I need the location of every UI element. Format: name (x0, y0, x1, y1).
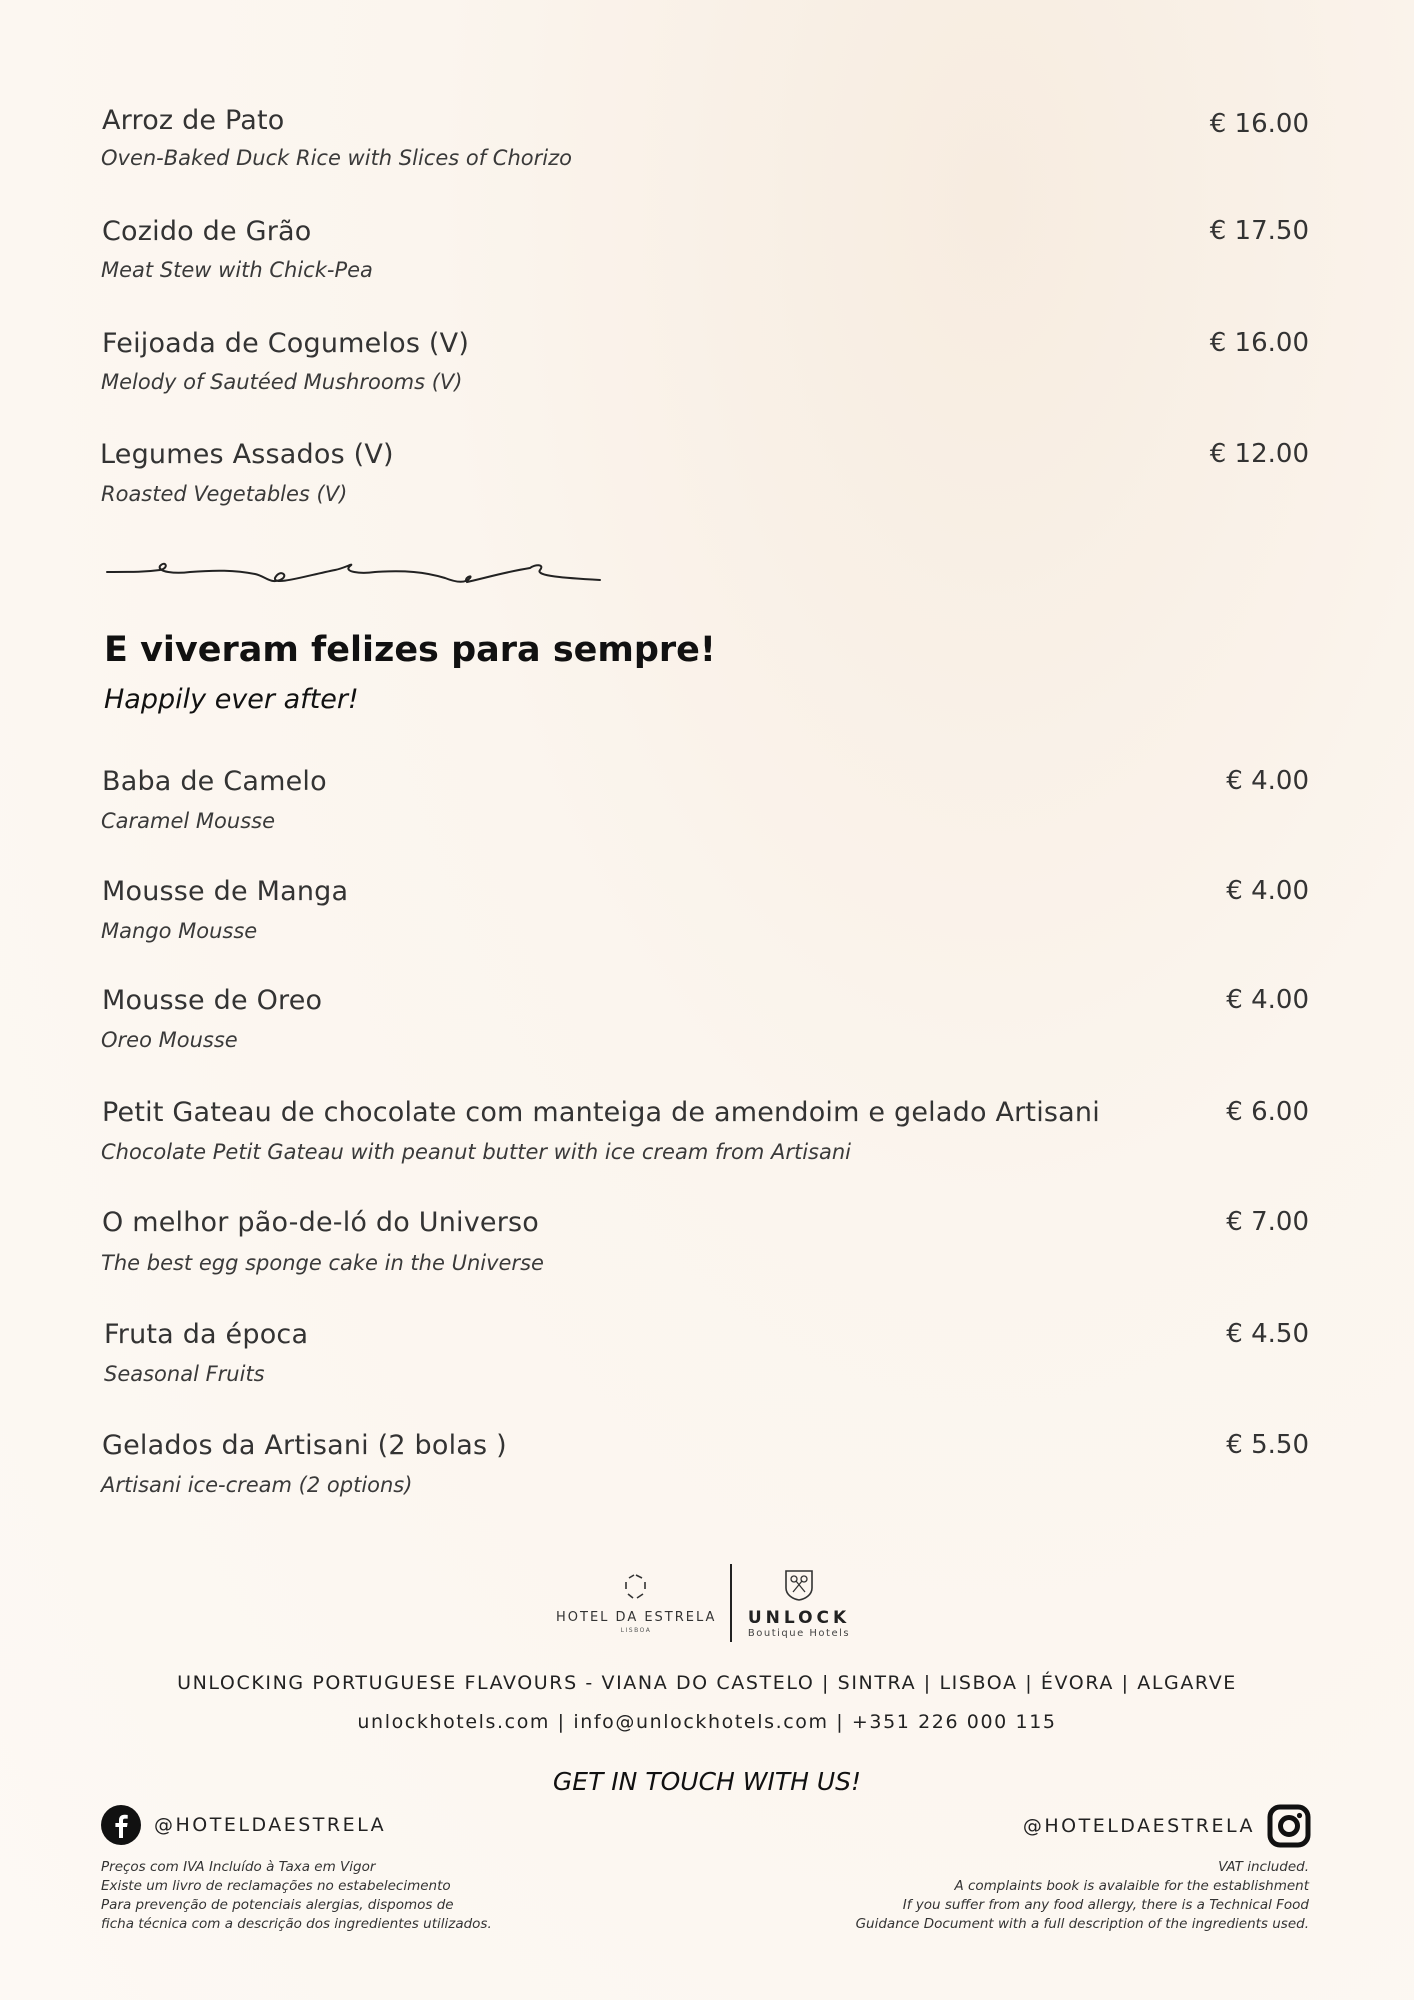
instagram-icon[interactable] (1267, 1804, 1311, 1848)
dish-description: Meat Stew with Chick-Pea (101, 258, 373, 282)
flourish-divider (105, 550, 605, 594)
dish-name: Baba de Camelo (102, 766, 327, 797)
dish-price: € 12.00 (1209, 439, 1309, 469)
instagram-link[interactable] (1023, 1804, 1311, 1848)
legal-notice-en (856, 1858, 1309, 1934)
dish-name: Arroz de Pato (102, 105, 285, 136)
dish-name: O melhor pão-de-ló do Universo (102, 1207, 539, 1238)
footer-contact[interactable]: unlockhotels.com | info@unlockhotels.com | +351 226 000 115 (357, 1711, 1057, 1733)
dish-name: Petit Gateau de chocolate com manteiga de amendoim e gelado Artisani (102, 1097, 1100, 1128)
hotel-da-estrela-logo (556, 1572, 716, 1634)
dish-description: The best egg sponge cake in the Universe (101, 1251, 544, 1275)
unlock-logo (744, 1568, 854, 1639)
facebook-handle[interactable]: @HOTELDAESTRELA (154, 1814, 387, 1836)
facebook-icon[interactable] (100, 1804, 142, 1846)
hotel-logos (556, 1562, 856, 1642)
dish-price: € 16.00 (1209, 109, 1309, 139)
dish-description: Mango Mousse (101, 919, 258, 943)
dish-description: Roasted Vegetables (V) (101, 482, 348, 506)
dish-description: Artisani ice-cream (2 options) (101, 1473, 413, 1497)
dish-description: Oven-Baked Duck Rice with Slices of Chorizo (101, 146, 572, 170)
dish-price: € 5.50 (1226, 1430, 1309, 1460)
facebook-link[interactable] (100, 1804, 386, 1846)
dish-price: € 17.50 (1209, 216, 1309, 246)
brand-name: UNLOCK (747, 1608, 851, 1628)
hotel-city: LISBOA (620, 1627, 652, 1634)
dish-price: € 4.00 (1226, 985, 1309, 1015)
legal-line: Preços com IVA Incluído à Taxa em Vigor (101, 1859, 376, 1875)
key-crest-icon (783, 1568, 815, 1602)
dish-name: Cozido de Grão (102, 216, 312, 247)
legal-line: If you suffer from any food allergy, there is a Technical Food (902, 1897, 1309, 1913)
instagram-handle[interactable]: @HOTELDAESTRELA (1022, 1815, 1255, 1837)
section-subtitle: Happily ever after! (104, 684, 359, 715)
dish-name: Mousse de Manga (102, 876, 349, 907)
dish-description: Chocolate Petit Gateau with peanut butter with ice cream from Artisani (101, 1140, 852, 1164)
dish-name: Feijoada de Cogumelos (V) (102, 328, 470, 359)
logo-separator (730, 1564, 732, 1642)
dish-description: Caramel Mousse (101, 809, 275, 833)
hotel-name: HOTEL DA ESTRELA (556, 1610, 717, 1625)
dish-price: € 4.00 (1226, 766, 1309, 796)
legal-line: Existe um livro de reclamações no estabelecimento (101, 1878, 451, 1894)
dish-name: Fruta da época (104, 1319, 309, 1350)
legal-line: A complaints book is avalaible for the establishment (954, 1878, 1309, 1894)
dish-description: Oreo Mousse (101, 1028, 238, 1052)
dish-name: Mousse de Oreo (102, 985, 323, 1016)
dish-price: € 4.50 (1226, 1319, 1309, 1349)
dish-price: € 4.00 (1226, 876, 1309, 906)
dish-name: Gelados da Artisani (2 bolas ) (102, 1430, 507, 1461)
footer-tagline: UNLOCKING PORTUGUESE FLAVOURS - VIANA DO CASTELO | SINTRA | LISBOA | ÉVORA | ALGARVE (177, 1672, 1237, 1694)
legal-line: Guidance Document with a full description of the ingredients used. (855, 1916, 1309, 1932)
brand-subtitle: Boutique Hotels (747, 1628, 851, 1639)
hotel-logo-icon (621, 1572, 651, 1602)
dish-name: Legumes Assados (V) (100, 439, 394, 470)
dish-price: € 16.00 (1209, 328, 1309, 358)
section-title: E viveram felizes para sempre! (104, 630, 716, 670)
get-in-touch: GET IN TOUCH WITH US! (552, 1767, 862, 1796)
legal-line: Para prevenção de potenciais alergias, dispomos de (101, 1897, 454, 1913)
dish-description: Melody of Sautéed Mushrooms (V) (101, 370, 463, 394)
dish-description: Seasonal Fruits (104, 1362, 265, 1386)
dish-price: € 6.00 (1226, 1097, 1309, 1127)
dish-price: € 7.00 (1226, 1207, 1309, 1237)
legal-line: VAT included. (1218, 1859, 1309, 1875)
legal-notice-pt (101, 1858, 492, 1934)
legal-line: ficha técnica com a descrição dos ingredientes utilizados. (101, 1916, 492, 1932)
